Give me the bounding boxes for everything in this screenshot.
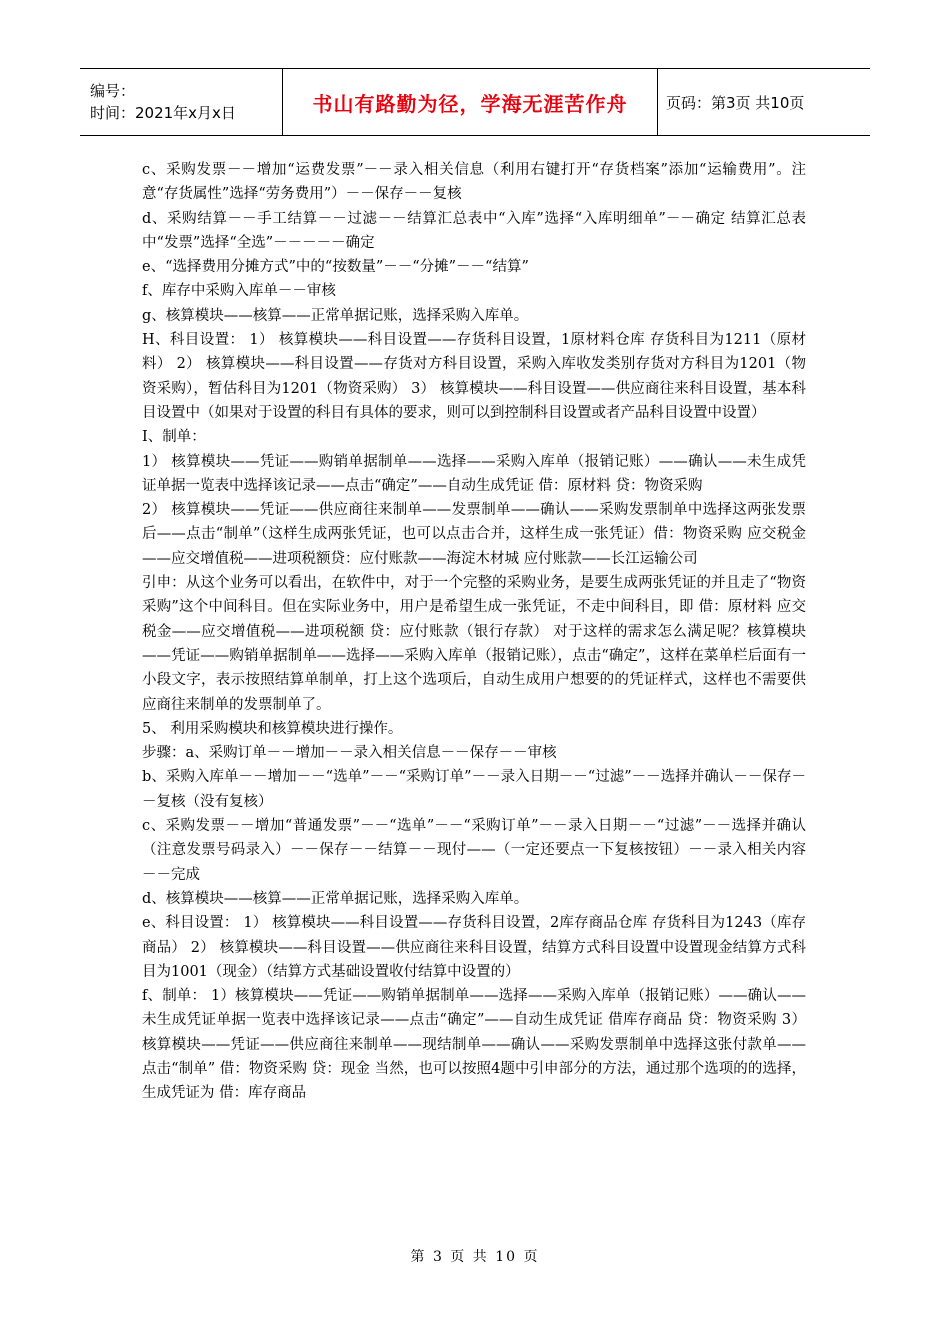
paragraph: e、科目设置： 1） 核算模块——科目设置——存货科目设置，2库存商品仓库 存货科目为1243（库存商品） 2） 核算模块——科目设置——供应商往来科目设置，结算方式科目设置中设置现金结算方式科目为1001（现金）（结算方式基础设置收付结算中设置的） bbox=[142, 915, 806, 980]
header-page-number: 页码：第3页 共10页 bbox=[666, 93, 805, 112]
paragraph: f、库存中采购入库单－－审核 bbox=[142, 283, 336, 300]
paragraph: g、核算模块——核算——正常单据记账，选择采购入库单。 bbox=[142, 307, 529, 324]
paragraph: 5、 利用采购模块和核算模块进行操作。 bbox=[142, 720, 403, 737]
header-motto-cell bbox=[283, 69, 658, 136]
page-footer: 第 3 页 共 10 页 bbox=[410, 1249, 540, 1265]
document-number-label: 编号： bbox=[90, 82, 136, 100]
paragraph: H、科目设置： 1） 核算模块——科目设置——存货科目设置，1原材料仓库 存货科目为1211（原材料） 2） 核算模块——科目设置——存货对方科目设置，采购入库收发类别存货对方科目为1201（物资采购），暂估科目为1201（物资采购） 3） 核算模块——科目设置——供应商往来科目设置，基本科目设置中（如果对于设置的科目有具体的要求，则可以到控制科目设置或者产品科目设置中设置） bbox=[142, 332, 806, 421]
header-left-cell bbox=[80, 69, 283, 136]
header-right-cell bbox=[658, 69, 871, 136]
paragraph: d、采购结算－－手工结算－－过滤－－结算汇总表中“入库”选择“入库明细单”－－确定 结算汇总表中“发票”选择“全选”－－－－－确定 bbox=[142, 210, 806, 251]
document-date-label: 时间：2021年x月x日 bbox=[90, 104, 236, 122]
paragraph: d、核算模块——核算——正常单据记账，选择采购入库单。 bbox=[142, 890, 529, 907]
paragraph: c、采购发票－－增加“普通发票”－－“选单”－－“采购订单”－－录入日期－－“过滤”－－选择并确认（注意发票号码录入）－－保存－－结算－－现付——（一定还要点一下复核按钮）－－录入相关内容－－完成 bbox=[142, 818, 806, 883]
paragraph: 引申：从这个业务可以看出，在软件中，对于一个完整的采购业务，是要生成两张凭证的并且走了“物资采购”这个中间科目。但在实际业务中，用户是希望生成一张凭证，不走中间科目，即 借：原材料 应交税金——应交增值税——进项税额 贷：应付账款（银行存款） 对于这样的需求怎么满足呢？核算模块——凭证——购销单据制单——选择——采购入库单（报销记账），点击“确定”，这样在菜单栏后面有一小段文字，表示按照结算单制单，打上这个选项后，自动生成用户想要的的凭证样式，这样也不需要供应商往来制单的发票制单了。 bbox=[142, 575, 806, 713]
paragraph: b、采购入库单－－增加－－“选单”－－“采购订单”－－录入日期－－“过滤”－－选择并确认－－保存－－复核（没有复核） bbox=[142, 769, 806, 810]
paragraph: c、采购发票－－增加“运费发票”－－录入相关信息（利用右键打开“存货档案”添加“运输费用”。注意“存货属性”选择“劳务费用”）－－保存－－复核 bbox=[142, 162, 806, 203]
paragraph: 步骤：a、采购订单－－增加－－录入相关信息－－保存－－审核 bbox=[142, 745, 557, 762]
paragraph: 1） 核算模块——凭证——购销单据制单——选择——采购入库单（报销记账）——确认——未生成凭证单据一览表中选择该记录——点击“确定”——自动生成凭证 借：原材料 贷：物资采购 bbox=[142, 453, 806, 494]
paragraph: 2） 核算模块——凭证——供应商往来制单——发票制单——确认——采购发票制单中选择这两张发票后——点击“制单”（这样生成两张凭证，也可以点击合并，这样生成一张凭证）借：物资采购 应交税金——应交增值税——进项税额贷：应付账款——海淀木材城 应付账款——长江运输公司 bbox=[142, 502, 806, 567]
paragraph: I、制单： bbox=[142, 429, 206, 446]
header-motto: 书山有路勤为径，学海无涯苦作舟 bbox=[312, 91, 628, 116]
paragraph: e、“选择费用分摊方式”中的“按数量”－－“分摊”－－“结算” bbox=[142, 259, 529, 276]
page-header bbox=[80, 68, 870, 136]
document-body bbox=[142, 158, 806, 1106]
paragraph: f、制单： 1）核算模块——凭证——购销单据制单——选择——采购入库单（报销记账）——确认——未生成凭证单据一览表中选择该记录——点击“确定”——自动生成凭证 借库存商品 贷：物资采购 3） 核算模块——凭证——供应商往来制单——现结制单——确认——采购发票制单中选择这张付款单——点击“制单” 借：物资采购 贷：现金 当然，也可以按照4题中引申部分的方法，通过那个选项的的选择，生成凭证为 借：库存商品 bbox=[142, 988, 806, 1102]
